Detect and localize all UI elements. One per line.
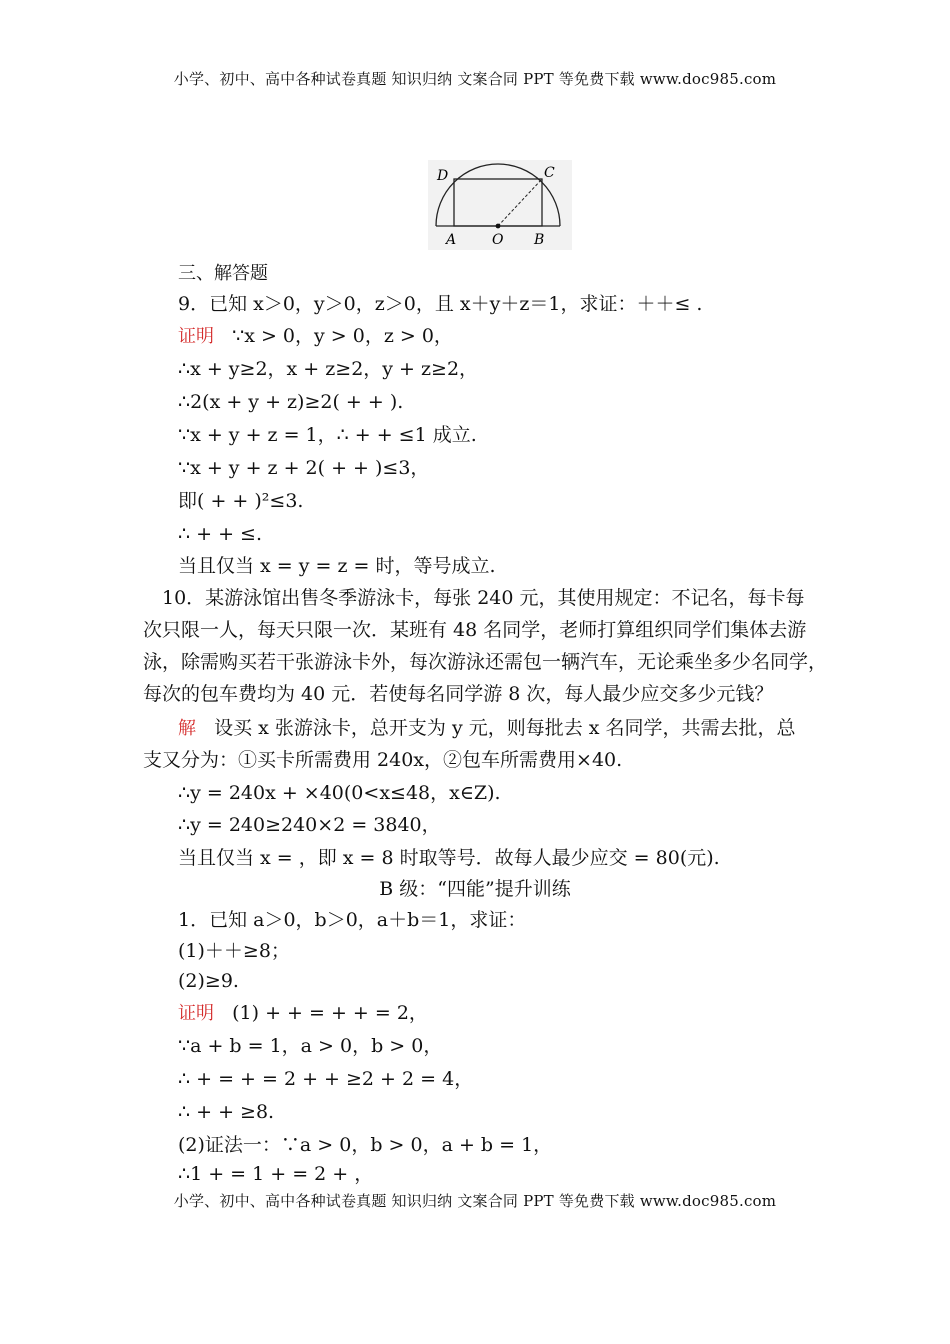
b1-question: 1．已知 a＞0，b＞0，a＋b＝1，求证： (178, 909, 527, 931)
q10-answer-label: 解 (178, 718, 196, 739)
q9-proof-line-2: ∴x + y≥2，x + z≥2，y + z≥2， (178, 358, 479, 380)
center-point-o (496, 224, 501, 229)
label-b: B (534, 232, 545, 248)
q10-question-line-4: 每次的包车费均为 40 元．若使每名同学游 8 次，每人最少应交多少元钱？ (143, 683, 774, 705)
b1-part-2: (2)≥9. (178, 970, 239, 992)
b1-proof-line-1 (178, 1001, 428, 1026)
q9-proof-line-4: ∵x + y + z = 1，∴ + + ≤1 成立. (178, 424, 477, 446)
q10-question-line-3: 泳，除需购买若干张游泳卡外，每次游泳还需包一辆汽车，无论乘坐多少名同学， (143, 651, 828, 673)
label-c: C (544, 165, 555, 181)
b1-proof-line-2: ∵a + b = 1，a > 0，b > 0， (178, 1035, 443, 1057)
q10-answer-line-2: 支又分为：①买卡所需费用 240x，②包车所需费用×40. (143, 749, 623, 771)
page-footer: 小学、初中、高中各种试卷真题 知识归纳 文案合同 PPT 等免费下载 www.doc985.com (173, 1192, 777, 1210)
label-d: D (437, 168, 449, 184)
section-title: 三、解答题 (178, 263, 268, 284)
q9-proof-line-1 (178, 324, 453, 349)
q10-answer-line-4: ∴y = 240≥240×2 = 3840， (178, 814, 441, 836)
q9-proof-line-6: 即( + + )²≤3. (178, 490, 304, 512)
b1-proof-line-5: (2)证法一：∵a > 0，b > 0，a + b = 1， (178, 1134, 553, 1156)
q9-proof-line-8: 当且仅当 x = y = z = 时，等号成立. (178, 555, 496, 577)
q10-answer-line-1 (178, 716, 796, 741)
label-o: O (492, 232, 504, 248)
b1-proof-step: (1) + + = + + = 2， (232, 1002, 428, 1024)
q9-proof-label: 证明 (178, 326, 214, 347)
q9-proof-line-3: ∴2(x + y + z)≥2( + + ). (178, 391, 404, 413)
b1-proof-line-6: ∴1 + = 1 + = 2 + ， (178, 1163, 374, 1185)
q9-proof-line-7: ∴ + + ≤. (178, 523, 263, 545)
q9-proof-line-5: ∵x + y + z + 2( + + )≤3， (178, 457, 430, 479)
q10-answer-step: 设买 x 张游泳卡，总开支为 y 元，则每批去 x 名同学，共需去批，总 (214, 717, 796, 739)
level-b-title: B 级：“四能”提升训练 (379, 878, 571, 900)
semicircle-rectangle-figure (428, 160, 572, 250)
q10-question-line-1: 10．某游泳馆出售冬季游泳卡，每张 240 元，其使用规定：不记名，每卡每 (162, 587, 805, 609)
q9-question: 9．已知 x＞0，y＞0，z＞0，且 x＋y＋z＝1，求证：＋＋≤ . (178, 293, 703, 315)
label-a: A (446, 232, 457, 248)
b1-proof-line-3: ∴ + = + = 2 + + ≥2 + 2 = 4， (178, 1068, 474, 1090)
b1-part-1: (1)＋＋≥8； (178, 940, 290, 962)
b1-proof-label: 证明 (178, 1003, 214, 1024)
page-header: 小学、初中、高中各种试卷真题 知识归纳 文案合同 PPT 等免费下载 www.doc985.com (173, 70, 777, 88)
q10-answer-line-5: 当且仅当 x = ，即 x = 8 时取等号．故每人最少应交 = 80(元). (178, 847, 720, 869)
q10-question-line-2: 次只限一人，每天只限一次．某班有 48 名同学，老师打算组织同学们集体去游 (143, 619, 807, 641)
q9-proof-step: ∵x > 0，y > 0，z > 0， (232, 325, 453, 347)
q10-answer-line-3: ∴y = 240x + ×40(0<x≤48，x∈Z). (178, 782, 501, 804)
b1-proof-line-4: ∴ + + ≥8. (178, 1101, 275, 1123)
